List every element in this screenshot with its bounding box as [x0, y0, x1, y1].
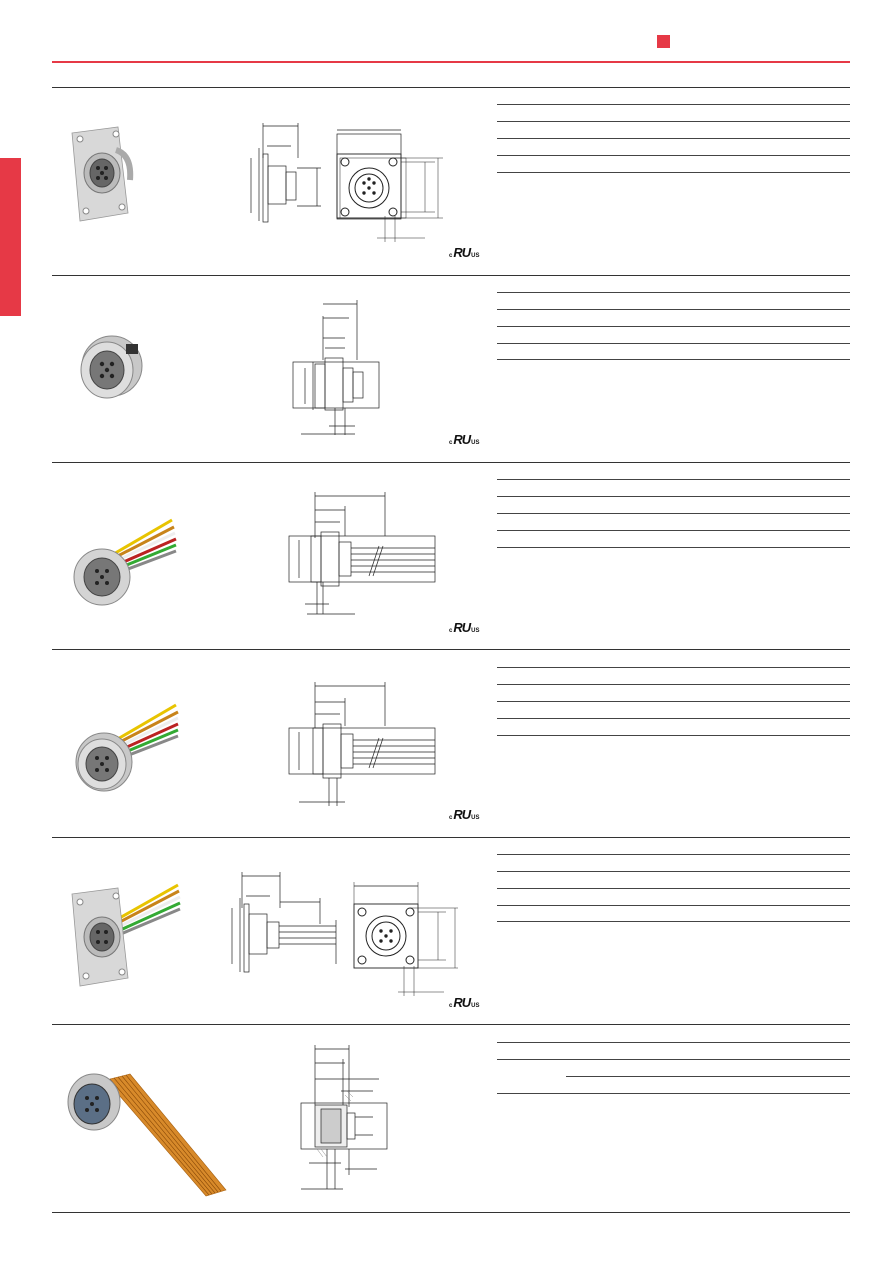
product-photo-round-receptacle: [74, 330, 144, 410]
product-photo-square-flange: [66, 125, 136, 225]
section-separator: [52, 649, 850, 650]
chapter-side-tab: [0, 158, 21, 316]
technical-drawing-2: [285, 300, 395, 440]
technical-drawing-3: [285, 490, 435, 620]
technical-drawing-4: [285, 680, 435, 810]
technical-drawing-5: [228, 868, 458, 998]
section-separator: [52, 462, 850, 463]
product-photo-round-with-wires-alt: [72, 700, 182, 800]
section-separator: [52, 837, 850, 838]
product-photo-round-flex-ribbon: [66, 1060, 236, 1200]
ul-certification-mark: c RU US: [449, 245, 480, 260]
section-separator: [52, 1024, 850, 1025]
section-separator: [52, 87, 850, 88]
section-separator: [52, 275, 850, 276]
ul-certification-mark: c RU US: [449, 995, 480, 1010]
ul-certification-mark: c RU US: [449, 620, 480, 635]
section-color-marker: [657, 35, 670, 48]
technical-drawing-6: [295, 1045, 395, 1195]
section-separator: [52, 1212, 850, 1213]
product-photo-square-with-wires: [66, 880, 186, 990]
product-photo-round-with-wires: [72, 515, 182, 615]
ul-certification-mark: c RU US: [449, 432, 480, 447]
technical-drawing-1: [245, 118, 445, 248]
header-rule: [52, 61, 850, 63]
ul-certification-mark: c RU US: [449, 807, 480, 822]
